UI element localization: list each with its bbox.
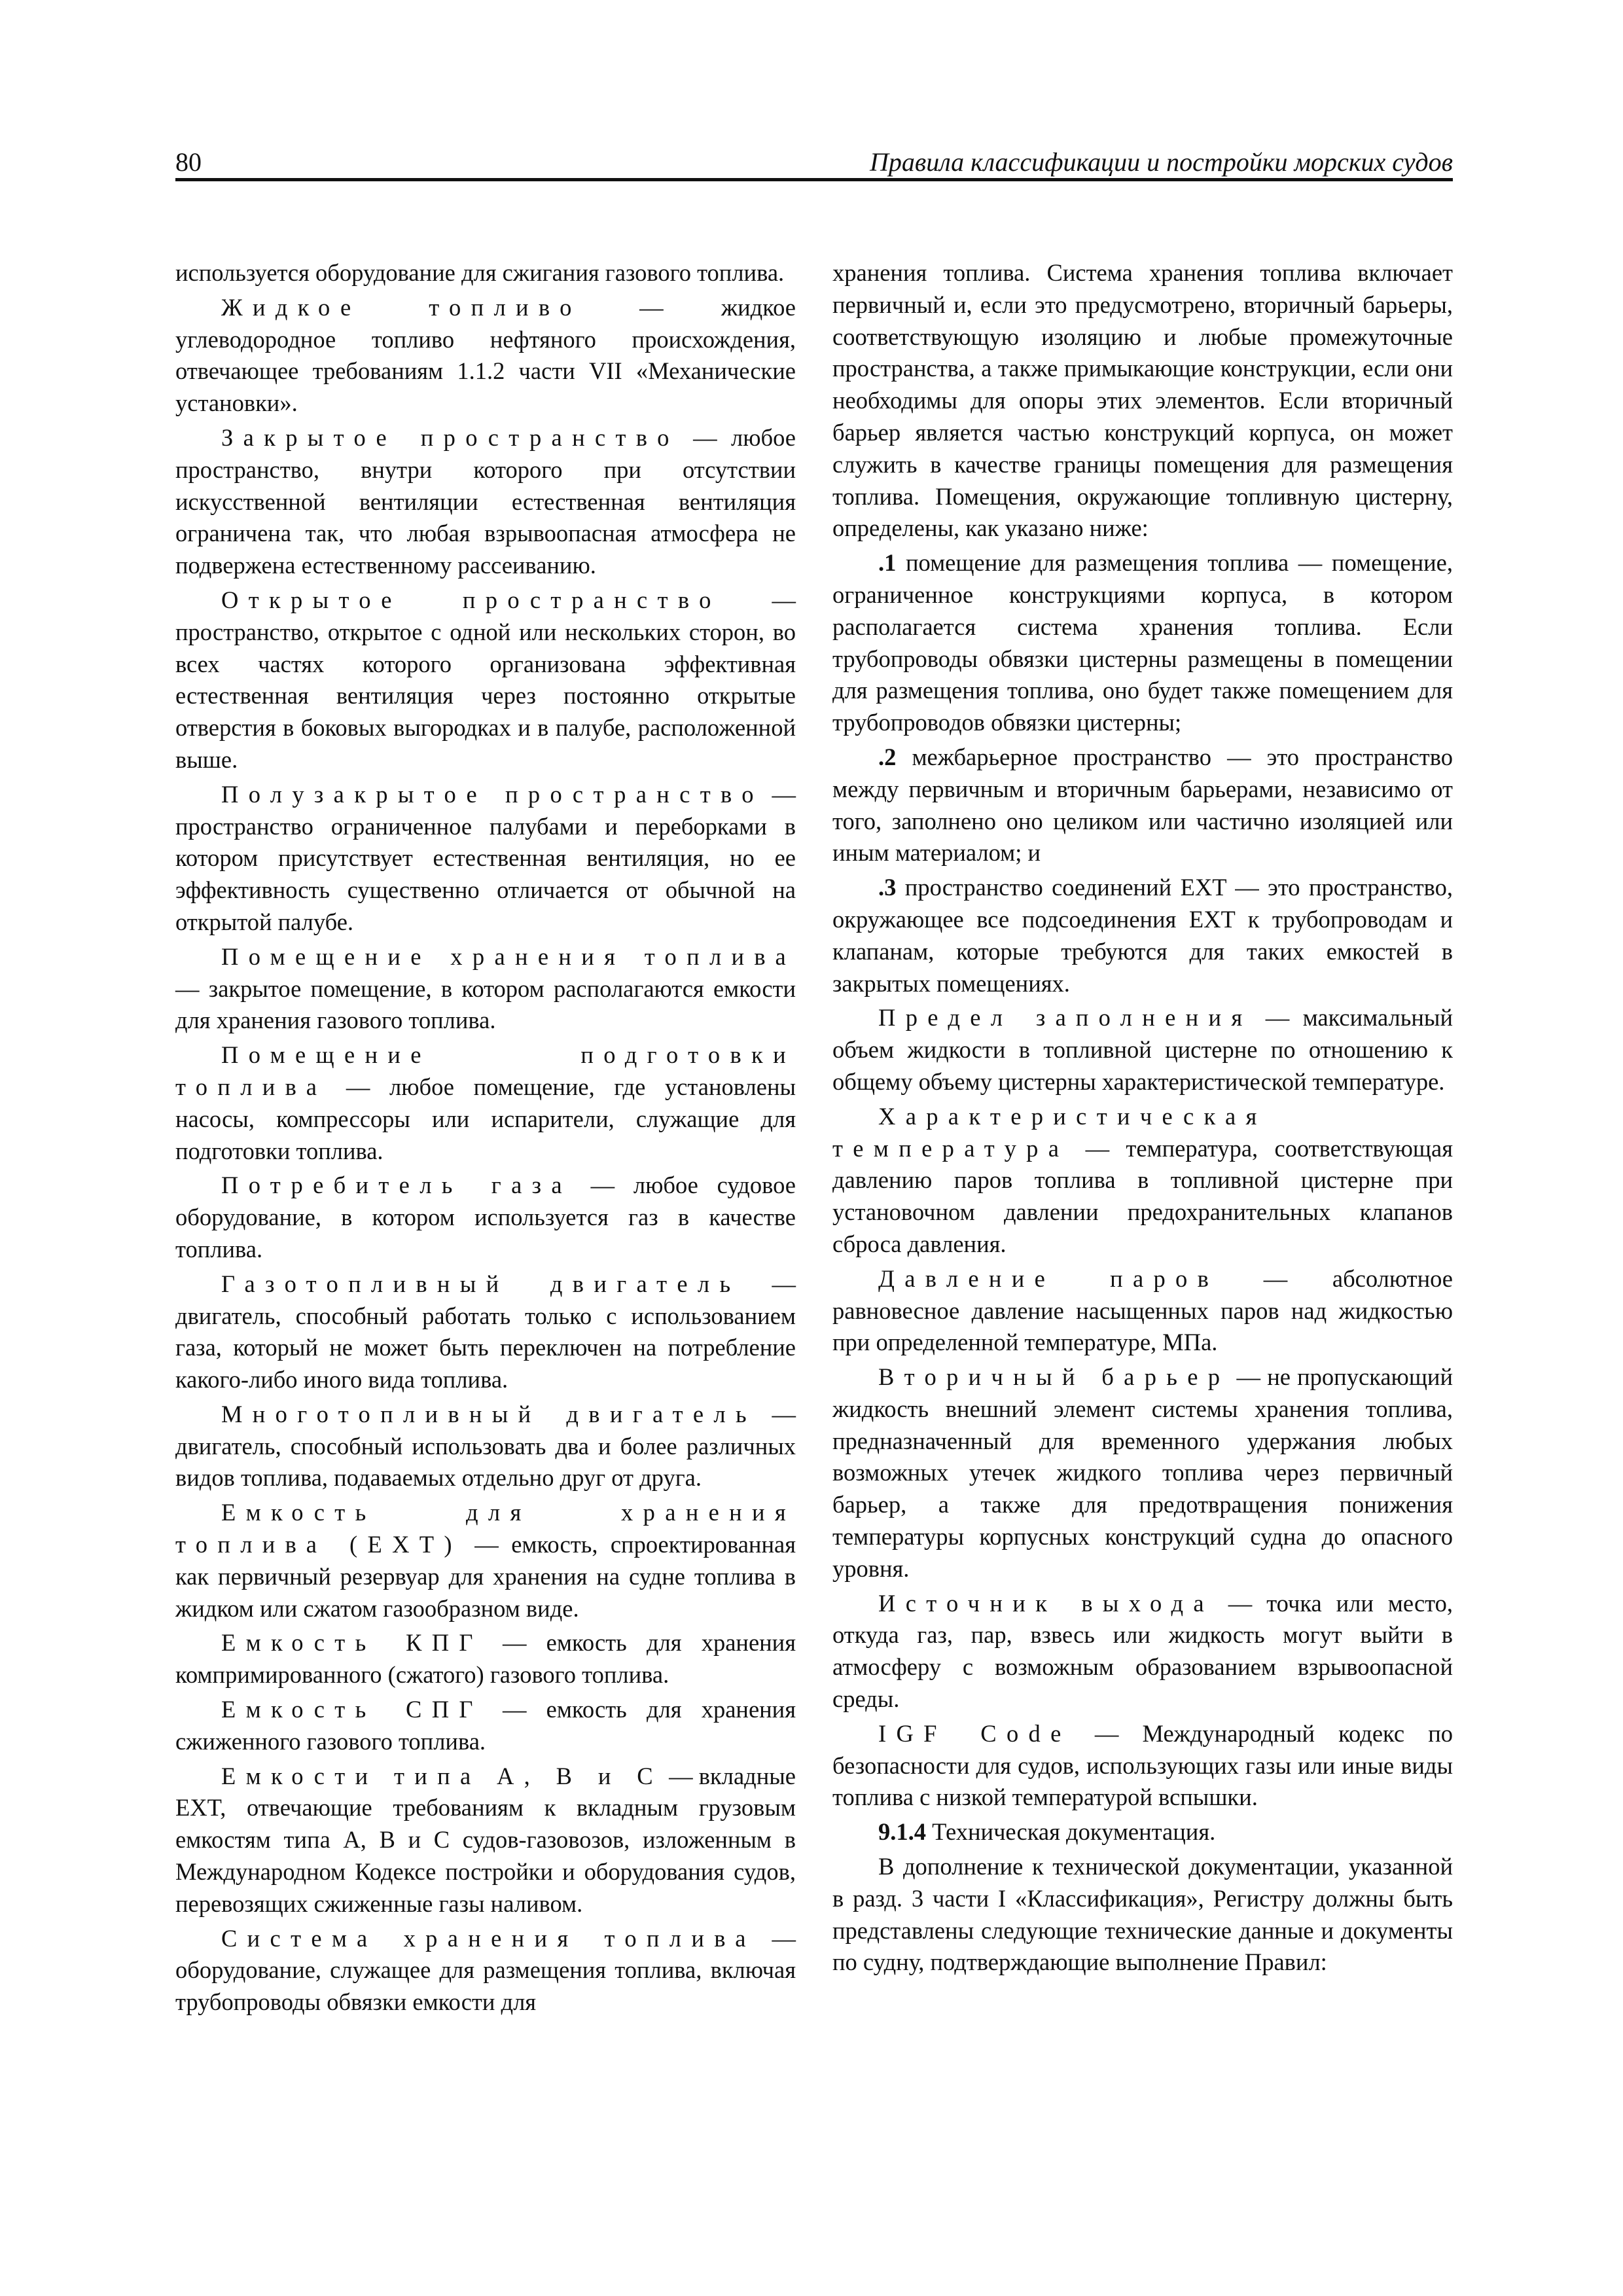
definition: Емкость КПГ — емкость для хранения компримированного (сжатого) газового топлива. [175,1629,796,1689]
header-rule [175,178,1453,181]
item-number: .3 [878,874,897,901]
definition: Вторичный барьер — не пропускающий жидкость внешний элемент системы хранения топлива, предназначенный для временного удержания любых возможных утечек жидкого топлива через первичный барьер, а также для предотвращения понижения температуры корпусных конструкций судна до опасного уровня. [832,1363,1453,1582]
term: Закрытое пространство [221,423,679,451]
page-number: 80 [175,147,202,177]
list-item: .2 межбарьерное пространство — это пространство между первичным и вторичным барьерами, независимо от того, заполнено оно целиком или частично изоляцией или иным материалом; и [832,743,1453,867]
paragraph: В дополнение к технической документации, указанной в разд. 3 части I «Классификация», Регистру должны быть представлены следующие технические данные и документы по судну, подтверждающие выполнение Правил: [832,1853,1453,1976]
term: Емкость для хранения топлива (EXT) [175,1499,796,1558]
paragraph: хранения топлива. Система хранения топлива включает первичный и, если это предусмотрено, вторичный барьеры, соответствующую изоляцию и любые промежуточные пространства, а также примыкающие конструкции, если они необходимы для опоры этих элементов. Если вторичный барьер является частью конструкций корпуса, он может служить в качестве границы помещения для размещения топлива. Помещения, окружающие топливную цистерну, определены, как указано ниже: [832,259,1453,542]
definition: Характеристическая температура — температура, соответствующая давлению паров топлива в топливной цистерне при установочном давлении предохранительных клапанов сброса давления. [832,1102,1453,1257]
term: Система хранения топлива [221,1924,756,1952]
section-number: 9.1.4 [878,1818,926,1846]
list-item: .1 помещение для размещения топлива — помещение, ограниченное конструкциями корпуса, в котором располагается система хранения топлива. Если трубопроводы обвязки цистерны размещены в помещении для размещения топлива, оно будет также помещением для трубопроводов обвязки цистерны; [832,549,1453,736]
term: Помещение подготовки топлива [175,1041,796,1100]
term: Помещение хранения топлива [221,942,796,970]
term: IGF Code [878,1719,1071,1747]
item-number: .2 [878,743,897,770]
section-heading: 9.1.4 Техническая документация. [878,1818,1216,1846]
term: Характеристическая температура [832,1102,1267,1162]
definition: IGF Code — Международный кодекс по безопасности для судов, использующих газы или иные виды топлива с низкой температурой вспышки. [832,1719,1453,1811]
definition: Полузакрытое пространство — пространство ограниченное палубами и переборками в котором присутствует естественная вентиляция, но ее эффективность существенно отличается от обычной на открытой палубе. [175,780,796,935]
term: Вторичный барьер [878,1363,1230,1391]
term: Емкости типа А, В и С [221,1762,663,1789]
term: Многотопливный двигатель [221,1400,757,1427]
definition: Емкость СПГ — емкость для хранения сжиженного газового топлива. [175,1696,796,1755]
definition: Жидкое топливо — жидкое углеводородное топливо нефтяного происхождения, отвечающее требованиям 1.1.2 части VII «Механические установки». [175,293,796,417]
term: Давление паров [878,1265,1219,1292]
definition: Давление паров — абсолютное равновесное давление насыщенных паров над жидкостью при определенной температуре, МПа. [832,1265,1454,1356]
term: Емкость КПГ [221,1629,483,1657]
definition: Закрытое пространство — любое пространство, внутри которого при отсутствии искусственной вентиляции естественная вентиляция ограничена так, что любая взрывоопасная атмосфера не подвержена естественному рассеиванию. [175,423,796,579]
definition: Источник выхода — точка или место, откуда газ, пар, взвесь или жидкость могут выйти в атмосферу с возможным образованием взрывоопасной среды. [832,1589,1454,1713]
term: Предел заполнения [878,1004,1253,1031]
paragraph: используется оборудование для сжигания газового топлива. [175,259,785,286]
definition: Газотопливный двигатель — двигатель, способный работать только с использованием газа, который не может быть переключен на потребление какого-либо иного вида топлива. [175,1270,796,1393]
definition: Помещение хранения топлива — закрытое помещение, в котором располагаются емкости для хранения газового топлива. [175,942,796,1034]
term: Емкость СПГ [221,1696,483,1723]
definition: Открытое пространство — пространство, открытое с одной или нескольких сторон, во всех частях которого организована эффективная естественная вентиляция через постоянно открытые отверстия в боковых выгородках и в палубе, расположенной выше. [175,586,796,773]
term: Полузакрытое пространство [221,780,764,808]
term: Жидкое топливо [221,293,582,321]
item-number: .1 [878,549,897,577]
definition: Предел заполнения — максимальный объем жидкости в топливной цистерне по отношению к общему объему цистерны характеристической температуре. [832,1004,1453,1095]
definition: Многотопливный двигатель — двигатель, способный использовать два и более различных видов топлива, подаваемых отдельно друг от друга. [175,1400,796,1492]
term: Газотопливный двигатель [221,1270,741,1297]
term: Источник выхода [878,1589,1214,1617]
list-item: .3 пространство соединений EXT — это пространство, окружающее все подсоединения EXT к трубопроводам и клапанам, которые требуются для таких емкостей в закрытых помещениях. [832,874,1453,997]
term: Открытое пространство [221,586,721,613]
definition: Емкость для хранения топлива (EXT) — емкость, спроектированная как первичный резервуар для хранения на судне топлива в жидком или сжатом газообразном виде. [175,1499,796,1622]
definition: Помещение подготовки топлива — любое помещение, где установлены насосы, компрессоры или испарители, служащие для подготовки топлива. [175,1041,796,1164]
definition: Система хранения топлива — оборудование, служащее для размещения топлива, включая трубопроводы обвязки емкости для [175,1924,796,2016]
definition: Емкости типа А, В и С — вкладные EXT, отвечающие требованиям к вкладным грузовым емкостям типа А, В и С судов-газовозов, изложенным в Международном Кодексе постройки и оборудования судов, перевозящих сжиженные газы наливом. [175,1762,796,1917]
left-column [175,257,796,2021]
right-column [832,257,1453,1981]
running-title: Правила классификации и постройки морских судов [869,147,1453,177]
term: Потребитель газа [221,1172,572,1199]
definition: Потребитель газа — любое судовое оборудование, в котором используется газ в качестве топлива. [175,1172,796,1263]
